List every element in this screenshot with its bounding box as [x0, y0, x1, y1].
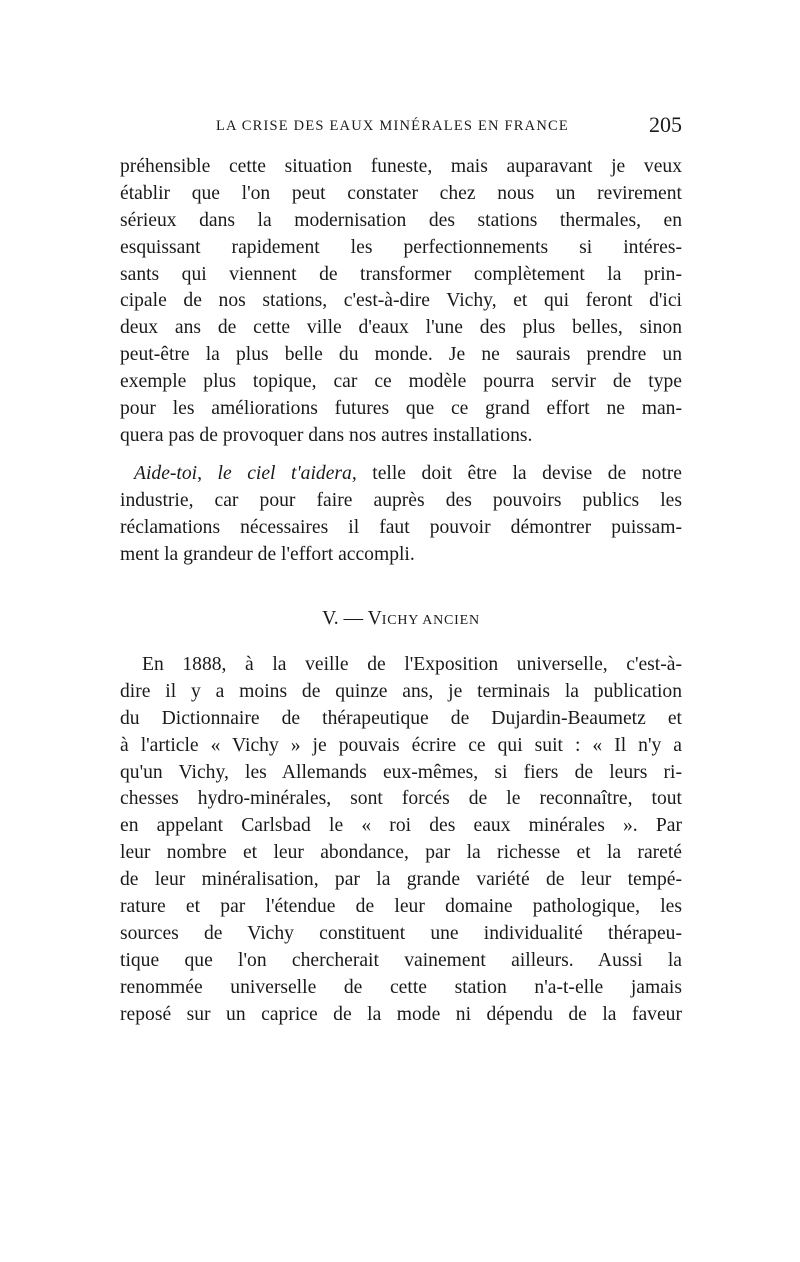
text-line: établir que l'on peut constater chez nous un revirement	[120, 182, 682, 204]
text-line: industrie, car pour faire auprès des pouvoirs publics les	[120, 489, 682, 511]
text-line: tique que l'on chercherait vainement ailleurs. Aussi la	[120, 949, 682, 971]
text-line: quera pas de provoquer dans nos autres installations.	[120, 424, 533, 446]
text-line: dire il y a moins de quinze ans, je terminais la publication	[120, 680, 682, 702]
text-line: leur nombre et leur abondance, par la richesse et la rareté	[120, 842, 682, 864]
text-line: ment la grandeur de l'effort accompli.	[120, 543, 415, 565]
text-line: de leur minéralisation, par la grande variété de leur tempé-	[120, 869, 682, 891]
section-title	[368, 608, 480, 629]
paragraph-3	[120, 652, 682, 1028]
section-heading	[120, 608, 682, 630]
paragraph-2	[120, 461, 682, 569]
text-line: renommée universelle de cette station n'a-t-elle jamais	[120, 976, 682, 998]
page-number: 205	[649, 112, 682, 137]
text-line: peut-être la plus belle du monde. Je ne saurais prendre un	[120, 344, 682, 366]
text-line: en appelant Carlsbad le « roi des eaux minérales ». Par	[120, 815, 682, 837]
text-line: reposé sur un caprice de la mode ni dépendu de la faveur	[120, 1003, 682, 1025]
running-header	[120, 112, 682, 140]
text-line: réclamations nécessaires il faut pouvoir démontrer puissam-	[120, 516, 682, 538]
text-line: chesses hydro-minérales, sont forcés de le reconnaître, tout	[120, 788, 682, 810]
text-line: préhensible cette situation funeste, mais auparavant je veux	[120, 156, 682, 177]
running-title: LA CRISE DES EAUX MINÉRALES EN FRANCE	[216, 118, 569, 134]
paragraph-1	[120, 154, 682, 450]
section-title-initial: V	[367, 608, 382, 629]
italic-motto: Aide-toi, le ciel t'aidera,	[134, 463, 357, 484]
motto-continuation: telle doit être la devise de notre	[356, 463, 682, 484]
text-line: sérieux dans la modernisation des stations thermales, en	[120, 209, 682, 231]
section-numeral: V. —	[322, 608, 364, 629]
text-line: sources de Vichy constituent une individualité thérapeu-	[120, 922, 682, 944]
text-line: esquissant rapidement les perfectionnements si intéres-	[120, 236, 682, 258]
text-line: En 1888, à la veille de l'Exposition universelle, c'est-à-	[142, 654, 682, 675]
text-line	[120, 461, 682, 488]
text-line: cipale de nos stations, c'est-à-dire Vichy, et qui feront d'ici	[120, 290, 682, 312]
text-line: pour les améliorations futures que ce grand effort ne man-	[120, 398, 682, 420]
text-line: exemple plus topique, car ce modèle pourra servir de type	[120, 371, 682, 393]
text-line: à l'article « Vichy » je pouvais écrire ce qui suit : « Il n'y a	[120, 734, 682, 756]
section-title-rest: ICHY ANCIEN	[381, 613, 480, 628]
text-line: qu'un Vichy, les Allemands eux-mêmes, si fiers de leurs ri-	[120, 761, 682, 783]
text-line: deux ans de cette ville d'eaux l'une des plus belles, sinon	[120, 317, 682, 339]
text-line: sants qui viennent de transformer complètement la prin-	[120, 263, 682, 285]
text-line: rature et par l'étendue de leur domaine pathologique, les	[120, 896, 682, 918]
text-line: du Dictionnaire de thérapeutique de Dujardin-Beaumetz et	[120, 707, 682, 729]
